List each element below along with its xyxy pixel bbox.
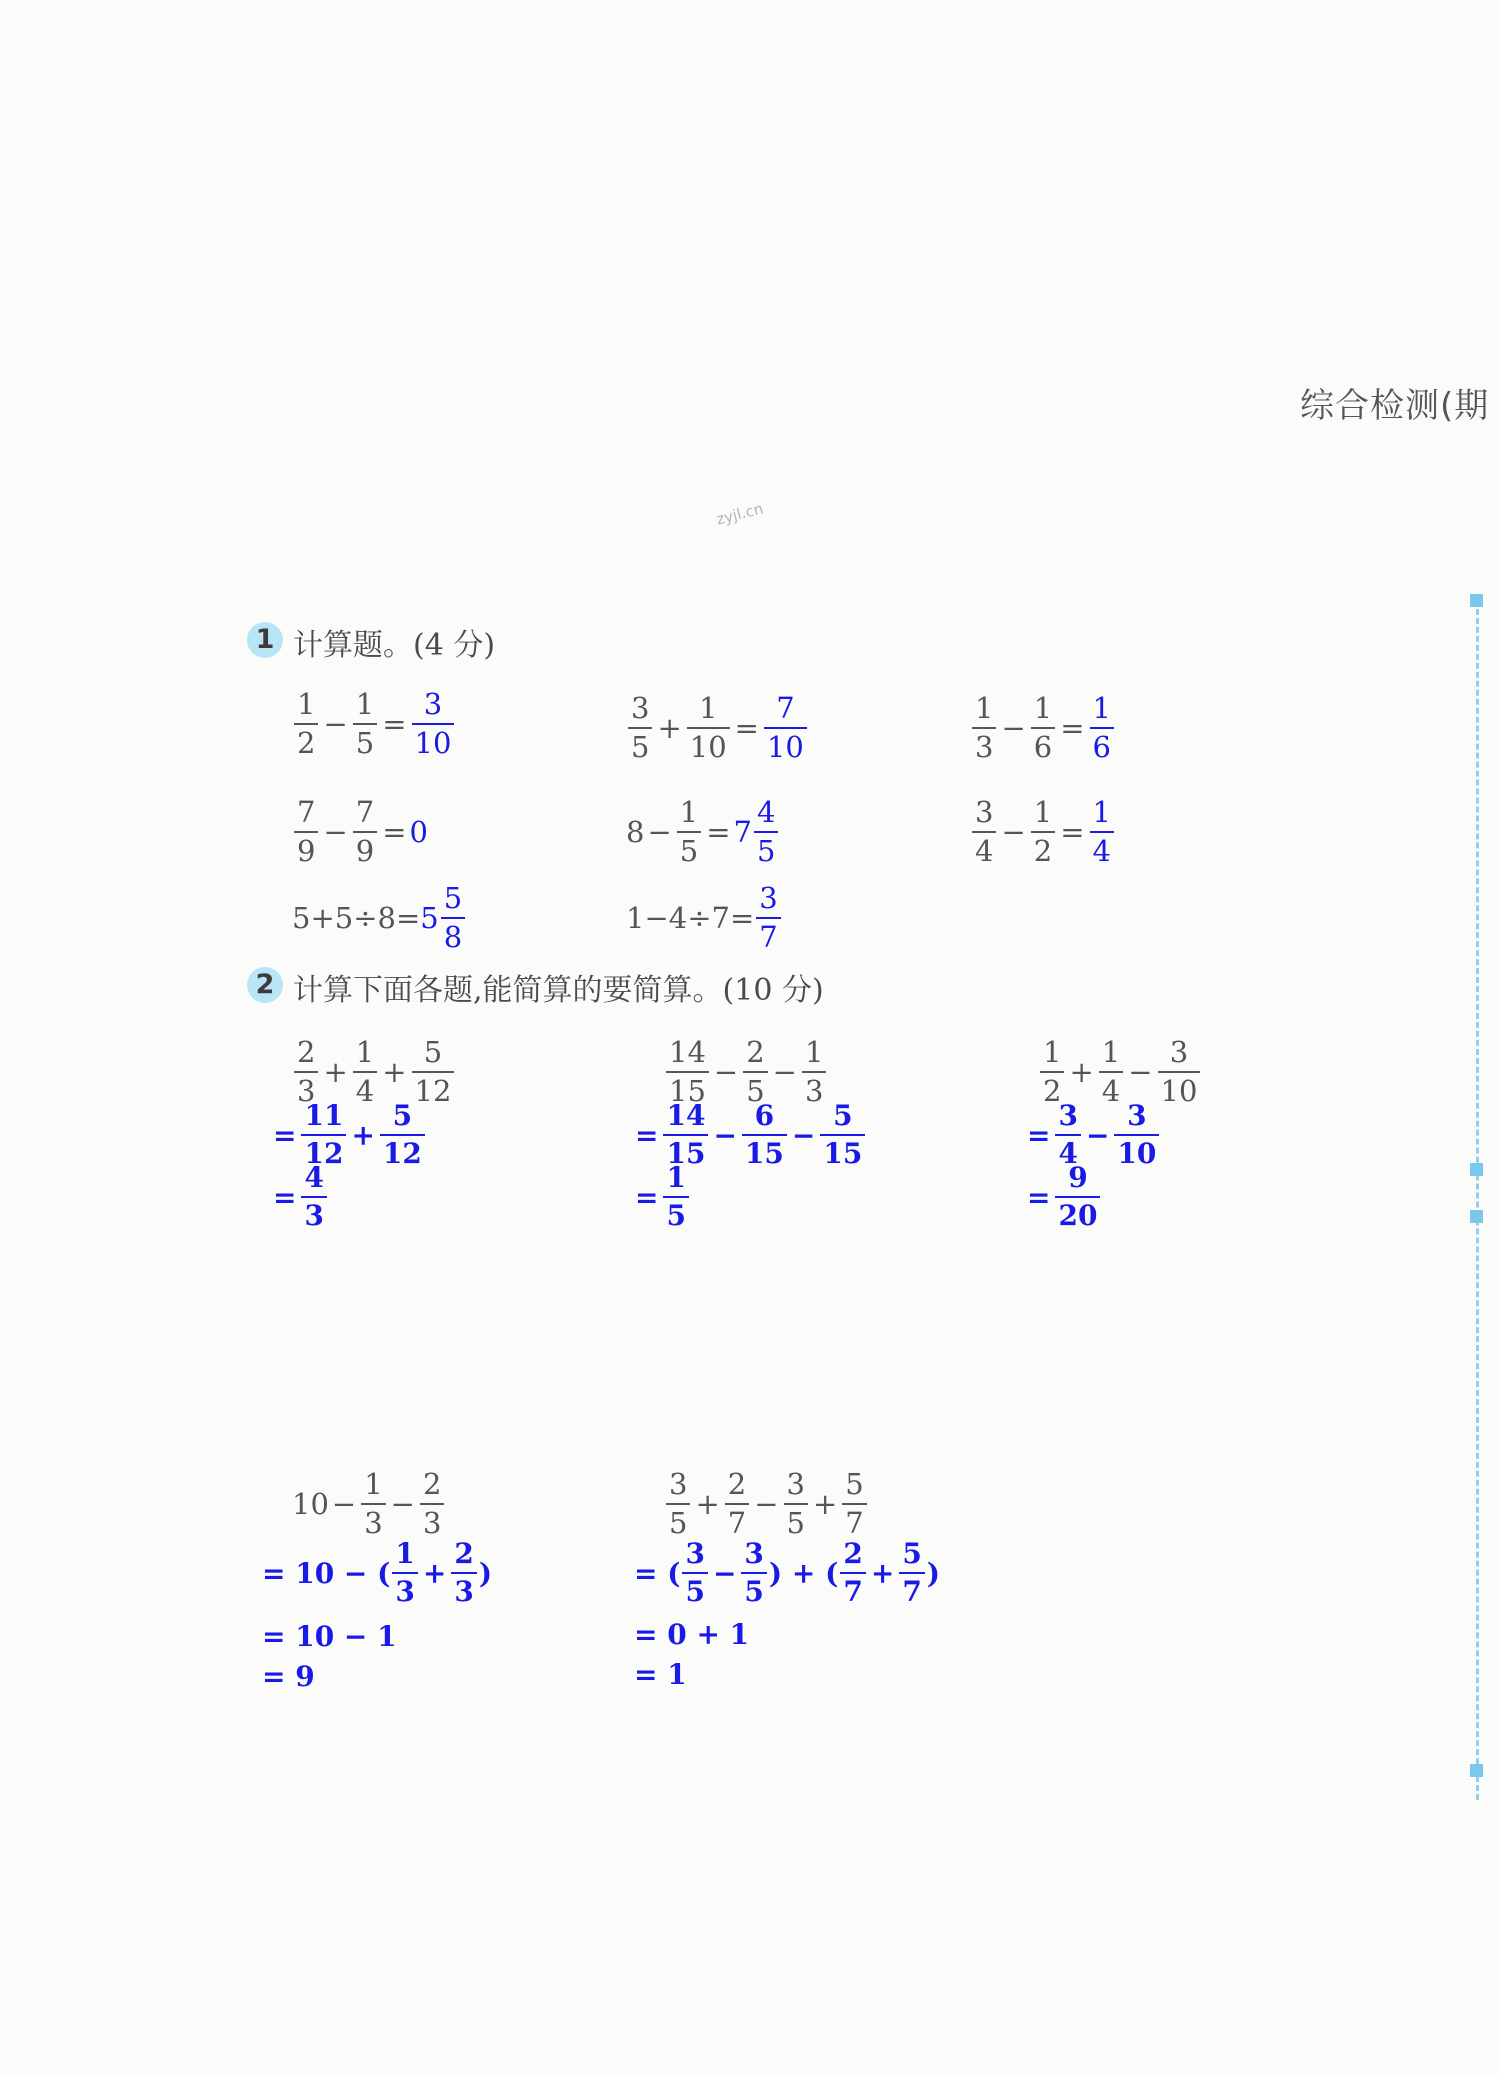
expression: 5+5÷8= [292, 901, 421, 935]
answer-fraction: $\frac{3}{10}$ [412, 690, 455, 758]
problem-1 [292, 687, 456, 760]
operator: − [647, 815, 672, 849]
problem-2-2-step-2: = $\frac{1}{5}$ [632, 1164, 691, 1230]
problem-2-4-step-1: = 10 − ( $\frac{1}{3}$ + $\frac{2}{3}$ ) [262, 1537, 493, 1608]
operator: + [657, 711, 682, 745]
right-edge-dashed-line [1476, 600, 1479, 1800]
problem-4 [292, 795, 428, 868]
problem-2-5-question: $\frac{3}{5}$ + $\frac{2}{7}$ − $\frac{3}{5}$ + $\frac{5}{7}$ [664, 1470, 869, 1538]
fraction: $\frac{1}{10}$ [687, 694, 730, 762]
problem-7 [292, 881, 467, 954]
equals: = [382, 707, 407, 741]
problem-2-1-step-2: = $\frac{4}{3}$ [270, 1164, 329, 1230]
equals: = [382, 815, 407, 849]
answer-fraction: $\frac{1}{6}$ [1090, 694, 1114, 762]
watermark: zyjl.cn [714, 499, 766, 529]
problem-2-2-question: $\frac{14}{15}$ − $\frac{2}{5}$ − $\frac{1}{3}$ [664, 1038, 828, 1106]
fraction: $\frac{7}{9}$ [353, 798, 377, 866]
fraction: $\frac{3}{5}$ [628, 694, 652, 762]
fraction: $\frac{1}{2}$ [1031, 798, 1055, 866]
problem-2-1-step-1: = $\frac{11}{12}$ + $\frac{5}{12}$ [270, 1102, 427, 1168]
edge-marker [1470, 594, 1483, 607]
problem-2-4-question: 10 − $\frac{1}{3}$ − $\frac{2}{3}$ [292, 1470, 446, 1538]
expression: 1−4÷7= [626, 901, 755, 935]
fraction: $\frac{1}{5}$ [677, 798, 701, 866]
problem-2-3-step-1: = $\frac{3}{4}$ − $\frac{3}{10}$ [1024, 1102, 1161, 1168]
answer-mixed-number: 5 $\frac{5}{8}$ [420, 884, 467, 952]
fraction: $\frac{1}{5}$ [353, 690, 377, 758]
operator: − [323, 707, 348, 741]
edge-marker [1470, 1764, 1483, 1777]
problem-2-5-step-1: = ( $\frac{3}{5}$ − $\frac{3}{5}$ ) + ( $\frac{2}{7}$ + $\frac{5}{7}$ ) [634, 1537, 941, 1608]
equals: = [1060, 815, 1085, 849]
problem-5 [626, 795, 780, 868]
question-number-badge: 1 [247, 622, 283, 658]
equals: = [734, 711, 759, 745]
problem-2-3-question: $\frac{1}{2}$ + $\frac{1}{4}$ − $\frac{3}{10}$ [1038, 1038, 1202, 1106]
problem-2 [626, 691, 809, 764]
answer-fraction: $\frac{1}{4}$ [1090, 798, 1114, 866]
edge-marker [1470, 1210, 1483, 1223]
problem-2-5-step-3: = 1 [634, 1658, 687, 1691]
problem-2-4-step-3: = 9 [262, 1660, 315, 1693]
whole-number: 8 [626, 815, 645, 849]
problem-2-5-step-2: = 0 + 1 [634, 1618, 750, 1651]
answer-mixed-number: 7 $\frac{4}{5}$ [734, 798, 781, 866]
edge-marker [1470, 1163, 1483, 1176]
problem-6 [970, 795, 1116, 868]
question-title: 计算题。(4 分) [293, 628, 496, 663]
problem-8 [626, 881, 783, 954]
answer-value: 0 [409, 815, 428, 849]
fraction: $\frac{7}{9}$ [294, 798, 318, 866]
operator: − [1001, 815, 1026, 849]
answer-fraction: $\frac{7}{10}$ [764, 694, 807, 762]
operator: − [1001, 711, 1026, 745]
problem-2-1-question: $\frac{2}{3}$ + $\frac{1}{4}$ + $\frac{5}{12}$ [292, 1038, 456, 1106]
problem-2-3-step-2: = $\frac{9}{20}$ [1024, 1164, 1102, 1230]
problem-3 [970, 691, 1116, 764]
fraction: $\frac{1}{3}$ [972, 694, 996, 762]
operator: − [323, 815, 348, 849]
page-header-title: 综合检测(期 [1300, 386, 1490, 426]
problem-2-4-step-2: = 10 − 1 [262, 1620, 397, 1653]
equals: = [706, 815, 731, 849]
fraction: $\frac{1}{6}$ [1031, 694, 1055, 762]
fraction: $\frac{3}{4}$ [972, 798, 996, 866]
question-title: 计算下面各题,能简算的要简算。(10 分) [293, 973, 824, 1008]
problem-2-2-step-1: = $\frac{14}{15}$ − $\frac{6}{15}$ − $\frac{5}{15}$ [632, 1102, 867, 1168]
equals: = [1060, 711, 1085, 745]
question-number-badge: 2 [247, 967, 283, 1003]
answer-fraction: $\frac{3}{7}$ [756, 884, 780, 952]
fraction: $\frac{1}{2}$ [294, 690, 318, 758]
